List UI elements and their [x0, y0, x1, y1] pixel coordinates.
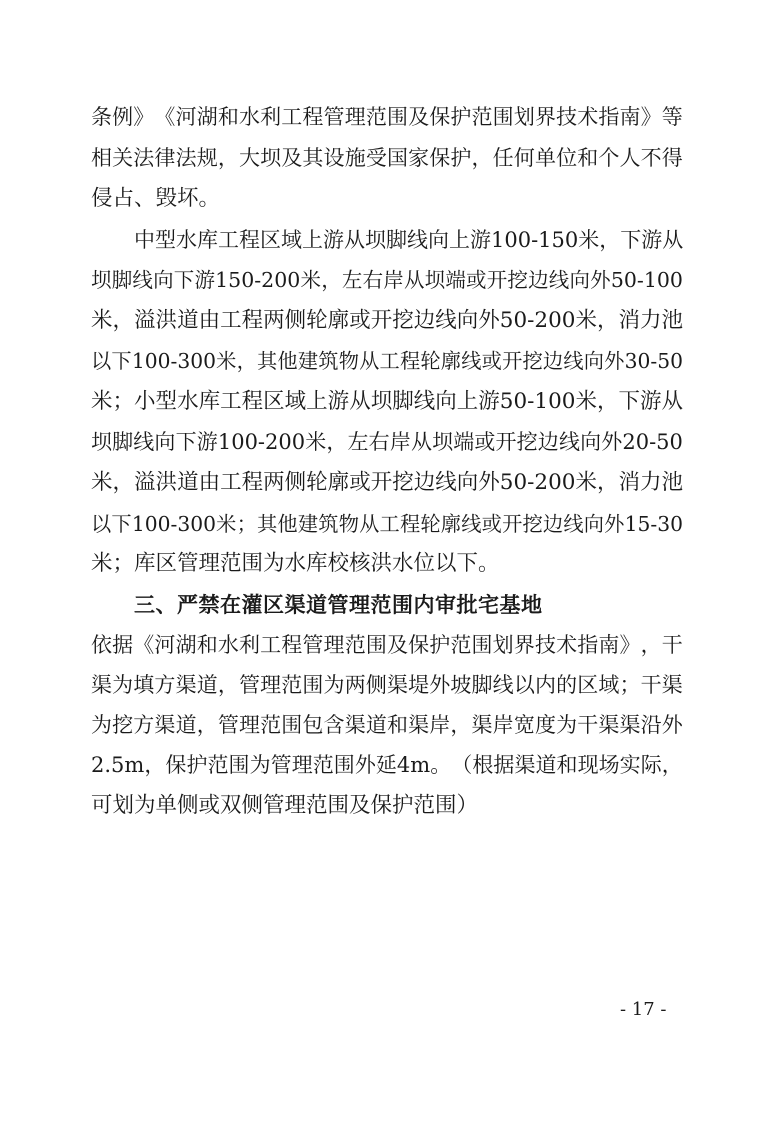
text-line: 米 ， 溢 洪 道 由 工 程 两 侧 轮 廓 或 开 挖 边 线 向 外 50-200 米 ， 消 力 池	[91, 470, 684, 495]
text-line: 以 下 100-300 米 ， 其 他 建 筑 物 从 工 程 轮 廓 线 或 开 挖 边 线 向 外 30-50	[91, 349, 683, 373]
text-line: 米 ； 小 型 水 库 工 程 区 域 上 游 从 坝 脚 线 向 上 游 50-100 米 ， 下 游 从	[91, 389, 684, 414]
text-line: 以 下 100-300 米 ； 其 他 建 筑 物 从 工 程 轮 廓 线 或 开 挖 边 线 向 外 15-30	[91, 512, 683, 536]
text-line: 相 关 法 律 法 规 ， 大 坝 及 其 设 施 受 国 家 保 护 ， 任 何 单 位 和 个 人 不 得	[91, 146, 683, 170]
text-line: 坝 脚 线 向 下 游 150-200 米 ， 左 右 岸 从 坝 端 或 开 挖 边 线 向 外 50-100	[91, 268, 683, 292]
text-line: 坝 脚 线 向 下 游 100-200 米 ， 左 右 岸 从 坝 端 或 开 挖 边 线 向 外 20-50	[91, 430, 683, 454]
text-line: 为 挖 方 渠 道 ， 管 理 范 围 包 含 渠 道 和 渠 岸 ， 渠 岸 宽 度 为 干 渠 渠 沿 外	[91, 713, 683, 737]
text-line: 米；库区管理范围为水库校核洪水位以下。	[91, 551, 500, 576]
page-number: - 17 -	[620, 999, 667, 1020]
text-line: 条 例 》 《 河 湖 和 水 利 工 程 管 理 范 围 及 保 护 范 围 划 界 技 术 指 南 》 等	[91, 105, 683, 129]
text-line: 2.5m ， 保 护 范 围 为 管 理 范 围 外 延 4m 。 （ 根 据 渠 道 和 现 场 实 际 ，	[91, 753, 683, 777]
text-line: 依 据 《 河 湖 和 水 利 工 程 管 理 范 围 及 保 护 范 围 划 界 技 术 指 南 》 ， 干	[91, 633, 683, 657]
text-line: 可划为单侧或双侧管理范围及保护范围）	[91, 793, 479, 818]
text-line: 渠 为 填 方 渠 道 ， 管 理 范 围 为 两 侧 渠 堤 外 坡 脚 线 以 内 的 区 域 ； 干 渠	[91, 673, 683, 697]
text-line: 米 ， 溢 洪 道 由 工 程 两 侧 轮 廓 或 开 挖 边 线 向 外 50-200 米 ， 消 力 池	[91, 308, 684, 333]
section-heading: 三、严禁在灌区渠道管理范围内审批宅基地	[134, 593, 543, 617]
text-line: 中 型 水 库 工 程 区 域 上 游 从 坝 脚 线 向 上 游 100-150 米 ， 下 游 从	[134, 228, 684, 252]
text-line: 侵占、毁坏。	[91, 186, 221, 211]
